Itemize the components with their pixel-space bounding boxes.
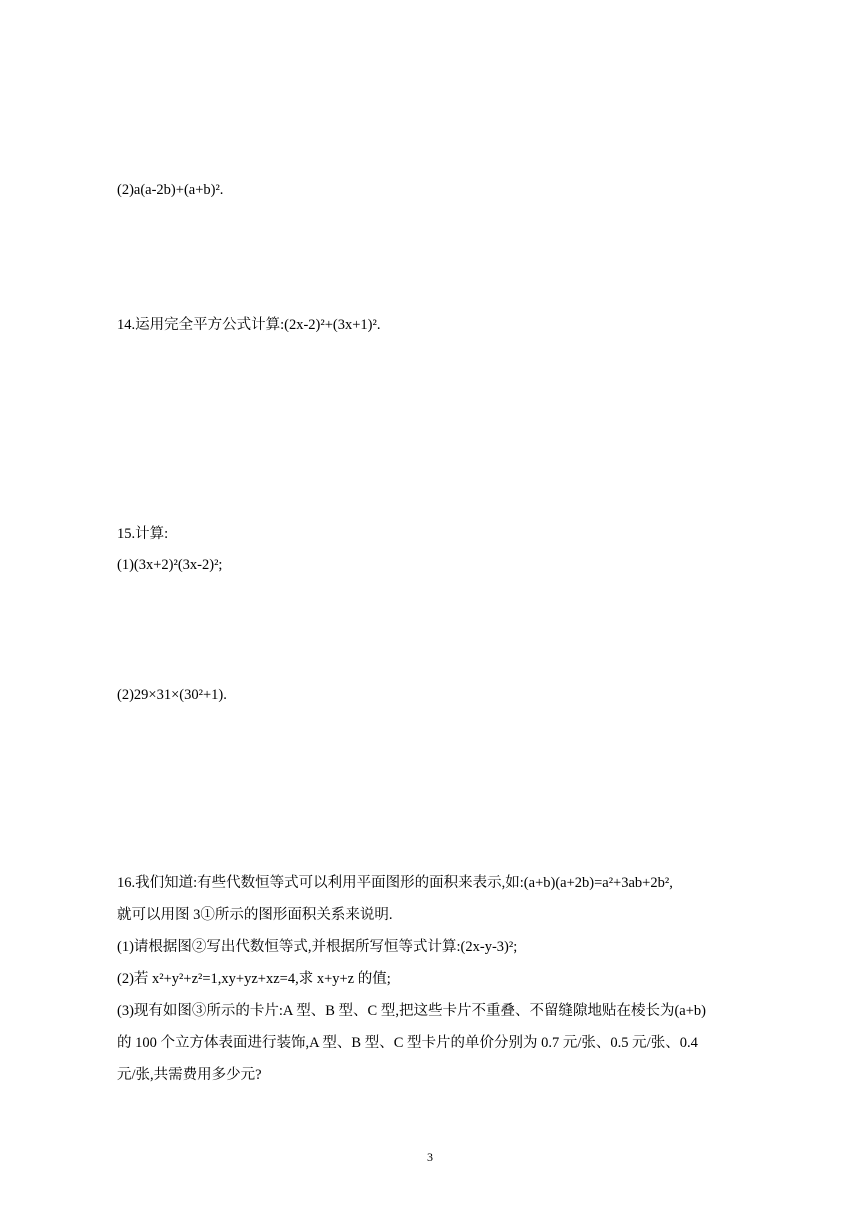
question-15-part2: (2)29×31×(30²+1). [117, 687, 227, 703]
question-15-title: 15.计算: [117, 526, 169, 542]
page-number: 3 [427, 1150, 433, 1164]
q13-part2: (2)a(a-2b)+(a+b)². [117, 182, 224, 198]
question-15-part1: (1)(3x+2)²(3x-2)²; [117, 557, 223, 573]
question-16-line2: 就可以用图 3①所示的图形面积关系来说明. [117, 907, 393, 923]
question-14: 14.运用完全平方公式计算:(2x-2)²+(3x+1)². [117, 317, 381, 333]
question-16-line4: (2)若 x²+y²+z²=1,xy+yz+xz=4,求 x+y+z 的值; [117, 971, 391, 987]
question-16-line7: 元/张,共需费用多少元? [117, 1067, 262, 1083]
question-16-line5: (3)现有如图③所示的卡片:A 型、B 型、C 型,把这些卡片不重叠、不留缝隙地贴在棱长为(a+b) [117, 1003, 706, 1019]
question-16-line3: (1)请根据图②写出代数恒等式,并根据所写恒等式计算:(2x-y-3)²; [117, 939, 518, 955]
question-16-line1: 16.我们知道:有些代数恒等式可以利用平面图形的面积来表示,如:(a+b)(a+2b)=a²+3ab+2b², [117, 875, 673, 891]
question-16 [117, 867, 750, 1091]
question-16-line6: 的 100 个立方体表面进行装饰,A 型、B 型、C 型卡片的单价分别为 0.7 元/张、0.5 元/张、0.4 [117, 1035, 698, 1051]
